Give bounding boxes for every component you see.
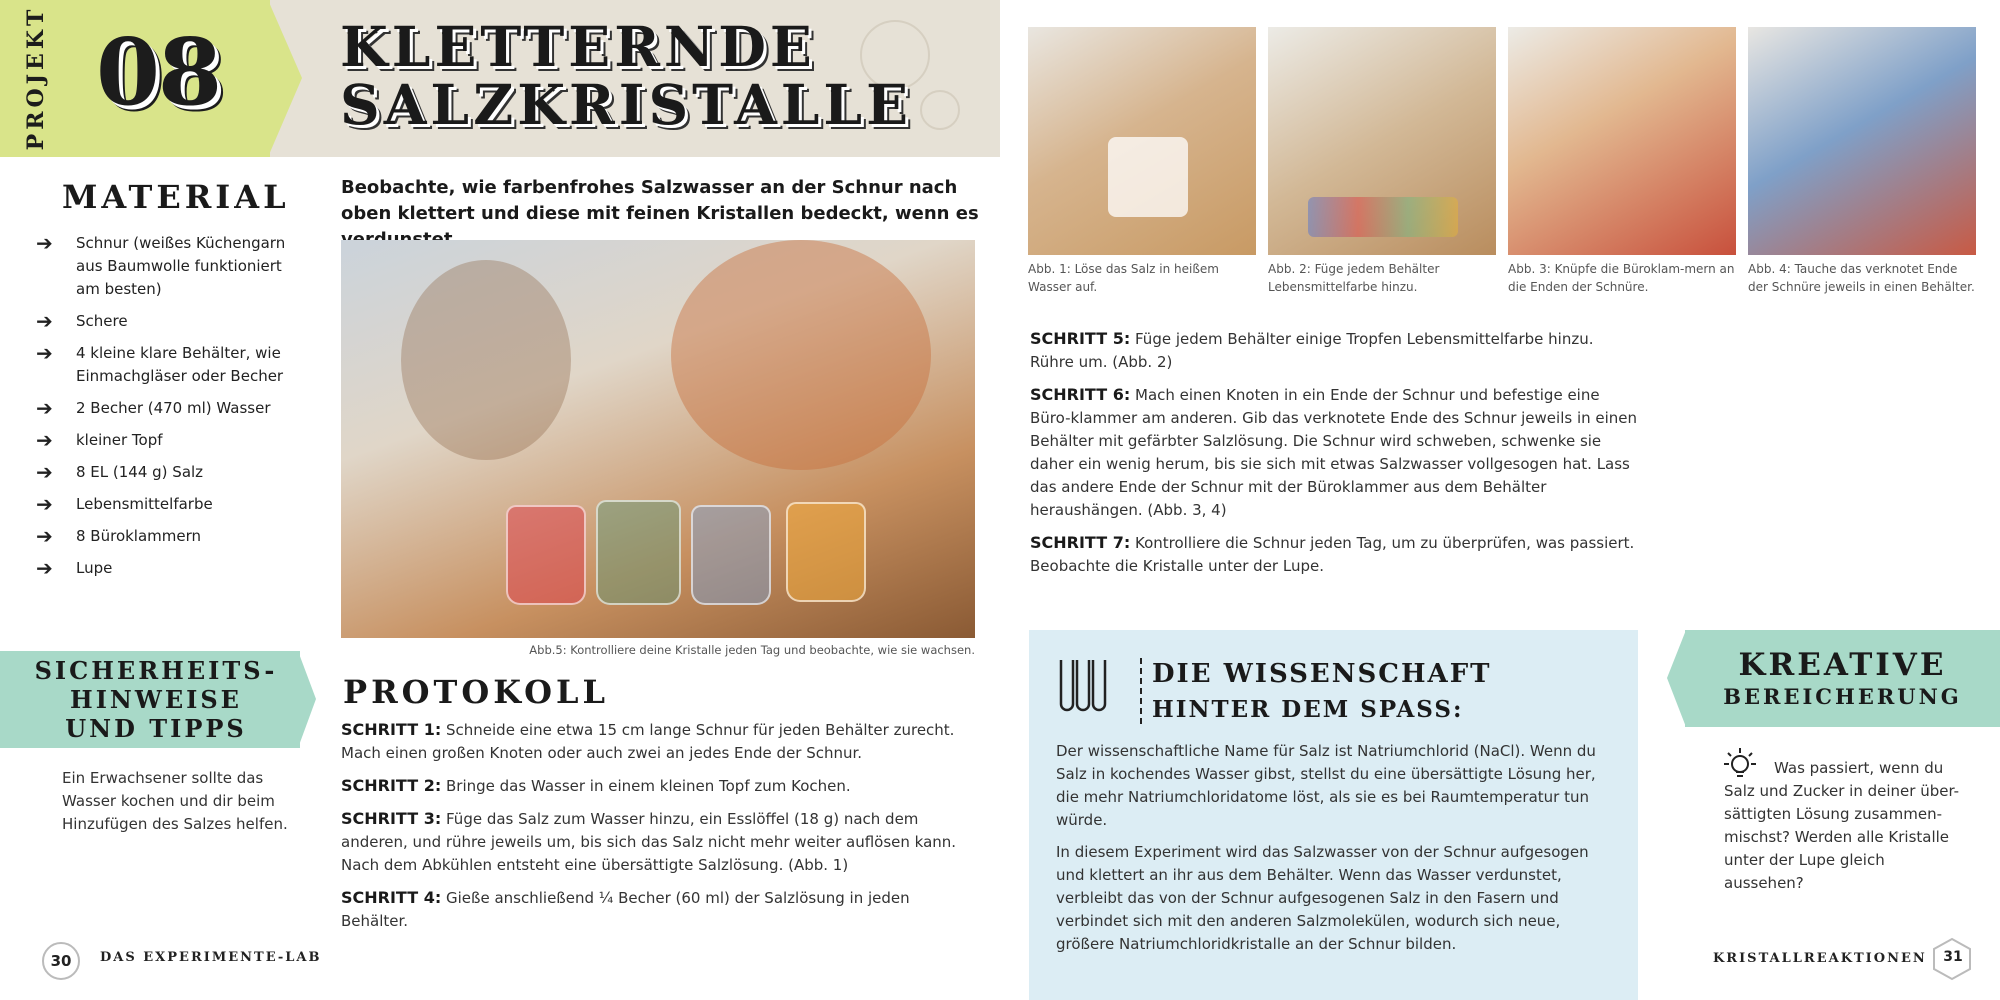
project-label: PROJEKT <box>23 5 49 151</box>
photo-2-caption: Abb. 2: Füge jedem Behälter Lebensmittelfarbe hinzu. <box>1268 262 1440 294</box>
title-line-1: KLETTERNDE <box>340 14 816 79</box>
science-title-divider <box>1140 658 1142 724</box>
main-photo-caption: Abb.5: Kontrolliere deine Kristalle jeden Tag und beobachte, wie sie wachsen. <box>529 643 975 657</box>
girl-figure <box>671 240 931 470</box>
main-photo <box>341 240 975 638</box>
page-title <box>340 14 980 137</box>
creative-text: Was passiert, wenn du Salz und Zucker in deiner über-sättigten Lösung zusammen-mischst? Werden alle Kristalle unter der Lupe gleich aussehen? <box>1724 759 1960 892</box>
step-6: SCHRITT 6: Mach einen Knoten in ein Ende der Schnur und befestige eine Büro-klammer am anderen. Gib das verknotete Ende des Schnur jeweils in einen Behälter mit gefärbter Salzlösung. Die Schnur wird schweben, schwenke sie daher ein wenig herum, bis sie sich mit etwas Salzwasser vollgesogen hat. Lass das andere Ende der Schnur mit der Büroklammer aus dem Behälter heraushängen. (Abb. 3, 4) <box>1030 385 1638 519</box>
protocol-steps-continued <box>1030 327 1640 587</box>
photo-3 <box>1508 27 1736 255</box>
photo-1-caption: Abb. 1: Löse das Salz in heißem Wasser auf. <box>1028 262 1219 294</box>
material-title: MATERIAL <box>62 178 290 216</box>
step-3: SCHRITT 3: Füge das Salz zum Wasser hinzu, ein Esslöffel (18 g) nach dem anderen, und rühre jeweils um, bis sich das Salz nicht mehr weiter auflösen kann. Nach dem Abkühlen entsteht eine übersättigte Salzlösung. (Abb. 1) <box>341 809 957 874</box>
list-item: ➔ kleiner Topf <box>36 428 163 452</box>
intro-text: Beobachte, wie farbenfrohes Salzwasser an der Schnur nach oben klettert und diese mit feinen Kristallen bedeckt, wenn es <box>341 177 979 224</box>
title-line-2: SALZKRISTALLE <box>340 72 913 137</box>
list-item: ➔ 8 Büroklammern <box>36 524 202 548</box>
list-item: ➔ Lupe <box>36 556 113 580</box>
arrow-right-icon: ➔ <box>36 492 53 516</box>
science-title: DIE WISSENSCHAFT HINTER DEM SPASS: <box>1152 659 1492 723</box>
photo-1 <box>1028 27 1256 255</box>
list-item: ➔ 8 EL (144 g) Salz <box>36 460 204 484</box>
list-item: ➔ 4 kleine klare Behälter, wie Einmachgläser oder Becher <box>36 342 296 388</box>
photo-4-caption: Abb. 4: Tauche das verknotet Ende der Schnüre jeweils in einen Behälter. <box>1748 262 1975 294</box>
test-tubes-icon <box>1057 658 1109 716</box>
boy-figure <box>401 260 571 460</box>
list-item: ➔ 2 Becher (470 ml) Wasser <box>36 396 271 420</box>
arrow-right-icon: ➔ <box>36 231 53 255</box>
arrow-right-icon: ➔ <box>36 460 53 484</box>
material-list <box>36 232 296 589</box>
creative-banner-arrow <box>1667 630 1686 727</box>
science-text <box>1056 740 1616 965</box>
safety-text: Ein Erwachsener sollte das Wasser kochen und dir beim Hinzufügen des Salzes helfen. <box>62 769 288 833</box>
step-4: SCHRITT 4: Gieße anschließend ¼ Becher (60 ml) der Salzlösung in jeden Behälter. <box>341 888 910 930</box>
step-7: SCHRITT 7: Kontrolliere die Schnur jeden Tag, um zu überprüfen, was passiert. Beobachte die Kristalle unter der Lupe. <box>1030 533 1635 575</box>
step-1: SCHRITT 1: Schneide eine etwa 15 cm lange Schnur für jeden Behälter zurecht. Mach einen großen Knoten oder auch zwei an jedes Ende der Schnur. <box>341 720 955 762</box>
step-2: SCHRITT 2: Bringe das Wasser in einem kleinen Topf zum Kochen. <box>341 776 851 795</box>
photo-2 <box>1268 27 1496 255</box>
measuring-cup <box>1108 137 1188 217</box>
project-number: 08 <box>96 18 221 126</box>
list-item: ➔ Lebensmittelfarbe <box>36 492 213 516</box>
arrow-right-icon: ➔ <box>36 309 53 333</box>
page-number-left: 30 <box>42 942 80 980</box>
footer-label-right: KRISTALLREAKTIONEN <box>1713 951 1927 966</box>
protocol-steps <box>341 718 981 942</box>
jar-blue <box>691 505 771 605</box>
science-paragraph-1: Der wissenschaftliche Name für Salz ist Natriumchlorid (NaCl). Wenn du Salz in kochendes Wasser gibst, stellst du eine übersättigte Lösung her, die mehr Natriumchloridatome löst, als sie es bei Raumtemperatur tun würde. <box>1056 742 1596 829</box>
colored-jars <box>1308 197 1458 237</box>
jar-red <box>506 505 586 605</box>
protocol-title: PROTOKOLL <box>343 673 610 711</box>
jar-green <box>596 500 681 605</box>
arrow-right-icon: ➔ <box>36 524 53 548</box>
jar-orange <box>786 502 866 602</box>
footer-label-left: DAS EXPERIMENTE-LAB <box>100 950 322 965</box>
photo-3-caption: Abb. 3: Knüpfe die Büroklam-mern an die Enden der Schnüre. <box>1508 262 1735 294</box>
page-number-right: 31 <box>1943 949 1963 965</box>
project-badge-arrow <box>268 0 302 157</box>
arrow-right-icon: ➔ <box>36 396 53 420</box>
science-paragraph-2: In diesem Experiment wird das Salzwasser von der Schnur aufgesogen und klettert an ihr aus dem Behälter. Wenn das Wasser verdunstet, verbleibt das von der Schnur aufgesogenen Salz in den Fasern und verbindet sich mit den anderen Salzmolekülen, wodurch sich neue, größere Natriumchloridkristalle an der Schnur bilden. <box>1056 843 1589 953</box>
arrow-right-icon: ➔ <box>36 341 53 365</box>
safety-title: SICHERHEITS- HINWEISE UND TIPPS <box>34 656 278 743</box>
arrow-right-icon: ➔ <box>36 428 53 452</box>
creative-title: KREATIVE BEREICHERUNG <box>1723 647 1962 709</box>
list-item: ➔ Schere <box>36 309 128 333</box>
arrow-right-icon: ➔ <box>36 556 53 580</box>
photo-4 <box>1748 27 1976 255</box>
safety-banner-arrow <box>298 651 316 748</box>
step-5: SCHRITT 5: Füge jedem Behälter einige Tropfen Lebensmittelfarbe hinzu. Rühre um. (Abb. 2) <box>1030 329 1594 371</box>
list-item: ➔ Schnur (weißes Küchengarn aus Baumwolle funktioniert am besten) <box>36 232 296 301</box>
